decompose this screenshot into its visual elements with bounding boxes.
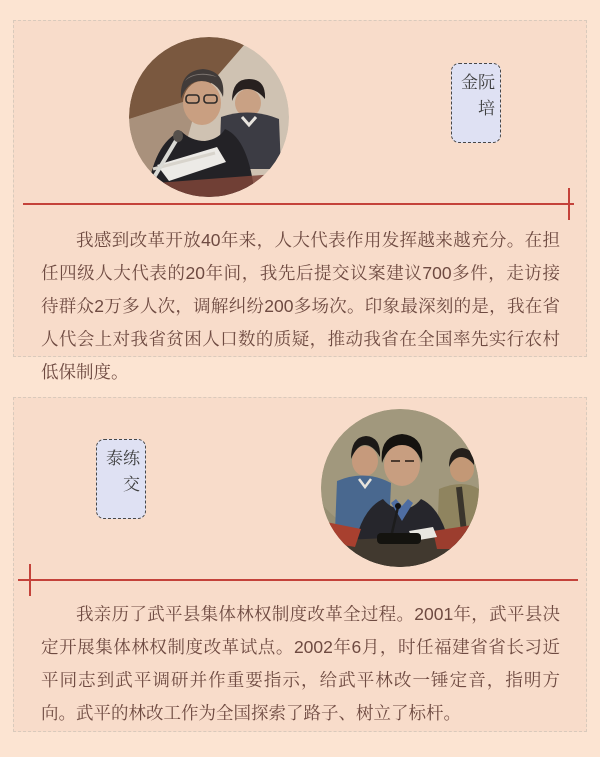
photo2-microphone-base — [377, 533, 421, 544]
speaker-card-2 — [13, 397, 587, 732]
quote-paragraph-2: 我亲历了武平县集体林权制度改革全过程。2001年，武平县决定开展集体林权制度改革试点。2002年6月，时任福建省省长习近平同志到武平调研并作重要指示，给武平林改一锤定音，指明方向。武平的林改工作为全国探索了路子、树立了标杆。 — [41, 604, 560, 723]
speaker-photo-1-image — [129, 37, 289, 197]
speaker-card-1 — [13, 20, 587, 382]
photo2-speaker-face — [384, 444, 420, 486]
divider-2-line — [18, 579, 578, 581]
photo2-left-person-face — [352, 446, 378, 476]
divider-1-line — [23, 203, 574, 205]
speaker-name-2: 练交泰 — [103, 449, 139, 501]
divider-1-tick — [568, 188, 570, 220]
photo1-microphone-head — [173, 130, 183, 142]
divider-2 — [14, 579, 586, 581]
speaker-photo-2-image — [321, 409, 479, 567]
photo2-microphone-head — [395, 503, 401, 509]
divider-2-tick — [29, 564, 31, 596]
name-tag-2 — [96, 439, 146, 519]
speaker-photo-1[interactable] — [129, 37, 289, 197]
speaker-name-1: 阮培金 — [458, 73, 494, 125]
name-tag-1 — [451, 63, 501, 143]
quote-paragraph-1: 我感到改革开放40年来，人大代表作用发挥越来越充分。在担任四级人大代表的20年间，我先后提交议案建议700多件，走访接待群众2万多人次，调解纠纷200多场次。印象最深刻的是，我在省人代会上对我省贫困人口数的质疑，推动我省在全国率先实行农村低保制度。 — [41, 230, 560, 382]
divider-1 — [14, 203, 586, 205]
speaker-photo-2[interactable] — [321, 409, 479, 567]
